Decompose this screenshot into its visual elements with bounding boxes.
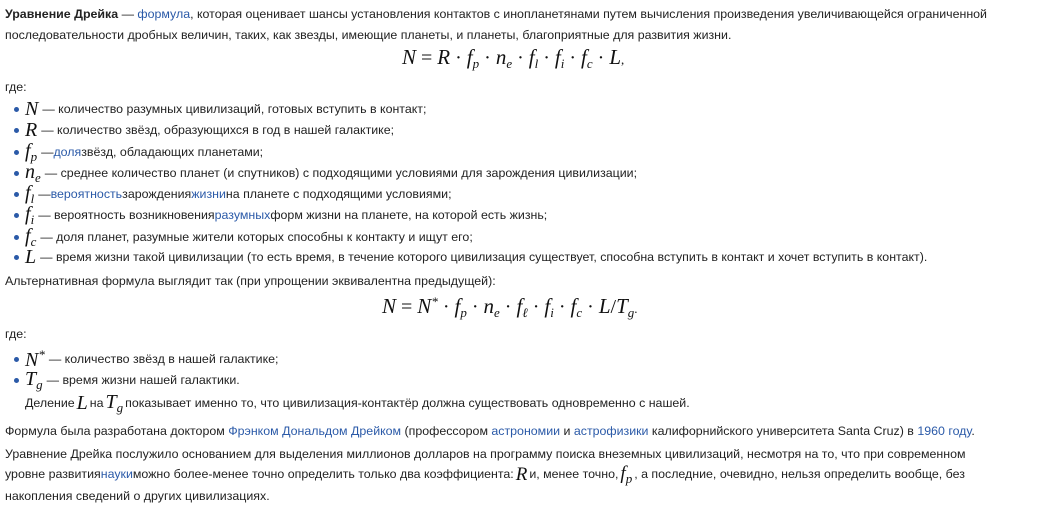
bullet-icon (14, 192, 19, 197)
list-item: N* — количество звёзд в нашей галактике; (14, 348, 279, 370)
link-veroyatnost[interactable]: вероятность (50, 186, 123, 201)
list-item: L — время жизни такой цивилизации (то есть время, в течение которого цивилизация существует, способна вступить в контакт и хочет вступить в контакт). (14, 247, 927, 267)
bullet-icon (14, 255, 19, 260)
bullet-icon (14, 357, 19, 362)
list-item: $f_c$ — доля планет, разумные жители которых способны к контакту и ищут его; (14, 226, 473, 248)
list-item: N — количество разумных цивилизаций, готовых вступить в контакт; (14, 99, 426, 119)
authored-paragraph: Формула была разработана доктором Фрэнком Дональдом Дрейком (профессором астрономии и астрофизики калифорнийского университета Santa Cruz) в 1960 году. (5, 424, 975, 438)
link-astronomy[interactable]: астрономии (491, 424, 561, 438)
bullet-icon (14, 378, 19, 383)
alt-formula-text: Альтернативная формула выглядит так (при упрощении эквивалентна предыдущей): (5, 274, 496, 288)
list-item: $f_p$ — доля звёзд, обладающих планетами; (14, 141, 263, 163)
funding-line-2: уровне развития науки можно более-менее точно определить только два коэффициента: R и, менее точно, $f_p$ , а последние, очевидно, нельзя определить вообще, без (5, 463, 965, 486)
list-item: $f_i$ — вероятность возникновения разумных форм жизни на планете, на которой есть жизнь; (14, 204, 547, 226)
list-item: R — количество звёзд, образующихся в год в нашей галактике; (14, 120, 394, 140)
bullet-icon (14, 213, 19, 218)
alt-drake-formula: $N = N^* \cdot f_p \cdot n_e \cdot f_\ell \cdot f_i \cdot f_c \cdot L/T_g$. (382, 294, 638, 320)
where-label-1: где: (5, 80, 27, 94)
division-note: Деление L на $T_g$ показывает именно то, что цивилизация-контактёр должна существовать одновременно с нашей. (25, 391, 690, 415)
bullet-icon (14, 171, 19, 176)
bullet-icon (14, 235, 19, 240)
link-astrophysics[interactable]: астрофизики (573, 424, 649, 438)
list-item: $T_g$ — время жизни нашей галактики. (14, 369, 240, 391)
dash: — (118, 7, 138, 21)
intro-line-2: последовательности дробных величин, таких, как звезды, имеющие планеты, и планеты, благоприятные для развития жизни. (5, 28, 732, 42)
term-title: Уравнение Дрейка (5, 7, 119, 21)
funding-line-1: Уравнение Дрейка послужило основанием для выделения миллионов долларов на программу поиска внеземных цивилизаций, несмотря на то, что при современном (5, 447, 966, 461)
drake-formula: $N = R \cdot f_p \cdot n_e \cdot f_l \cdot f_i \cdot f_c \cdot L$, (402, 45, 625, 71)
link-science[interactable]: науки (100, 467, 133, 482)
list-item: $f_l$ — вероятность зарождения жизни на планете с подходящими условиями; (14, 183, 452, 205)
intro-text-1: , которая оценивает шансы установления контактов с инопланетянами путем вычисления произведения увеличивающейся ограниченной (190, 7, 987, 21)
link-razumnyh[interactable]: разумных (214, 207, 271, 222)
bullet-icon (14, 150, 19, 155)
list-item: $n_e$ — среднее количество планет (и спутников) с подходящими условиями для зарождения цивилизации; (14, 162, 637, 184)
bullet-icon (14, 128, 19, 133)
link-drake-name[interactable]: Фрэнком Дональдом Дрейком (228, 424, 402, 438)
funding-line-3: накопления сведений о других цивилизациях. (5, 489, 270, 503)
where-label-2: где: (5, 327, 27, 341)
link-zhizni[interactable]: жизни (191, 186, 226, 201)
bullet-icon (14, 107, 19, 112)
link-year-1960[interactable]: 1960 году (917, 424, 972, 438)
intro-line-1 (5, 8, 987, 20)
link-dolya[interactable]: доля (53, 144, 82, 159)
link-formula[interactable]: формула (137, 7, 191, 21)
